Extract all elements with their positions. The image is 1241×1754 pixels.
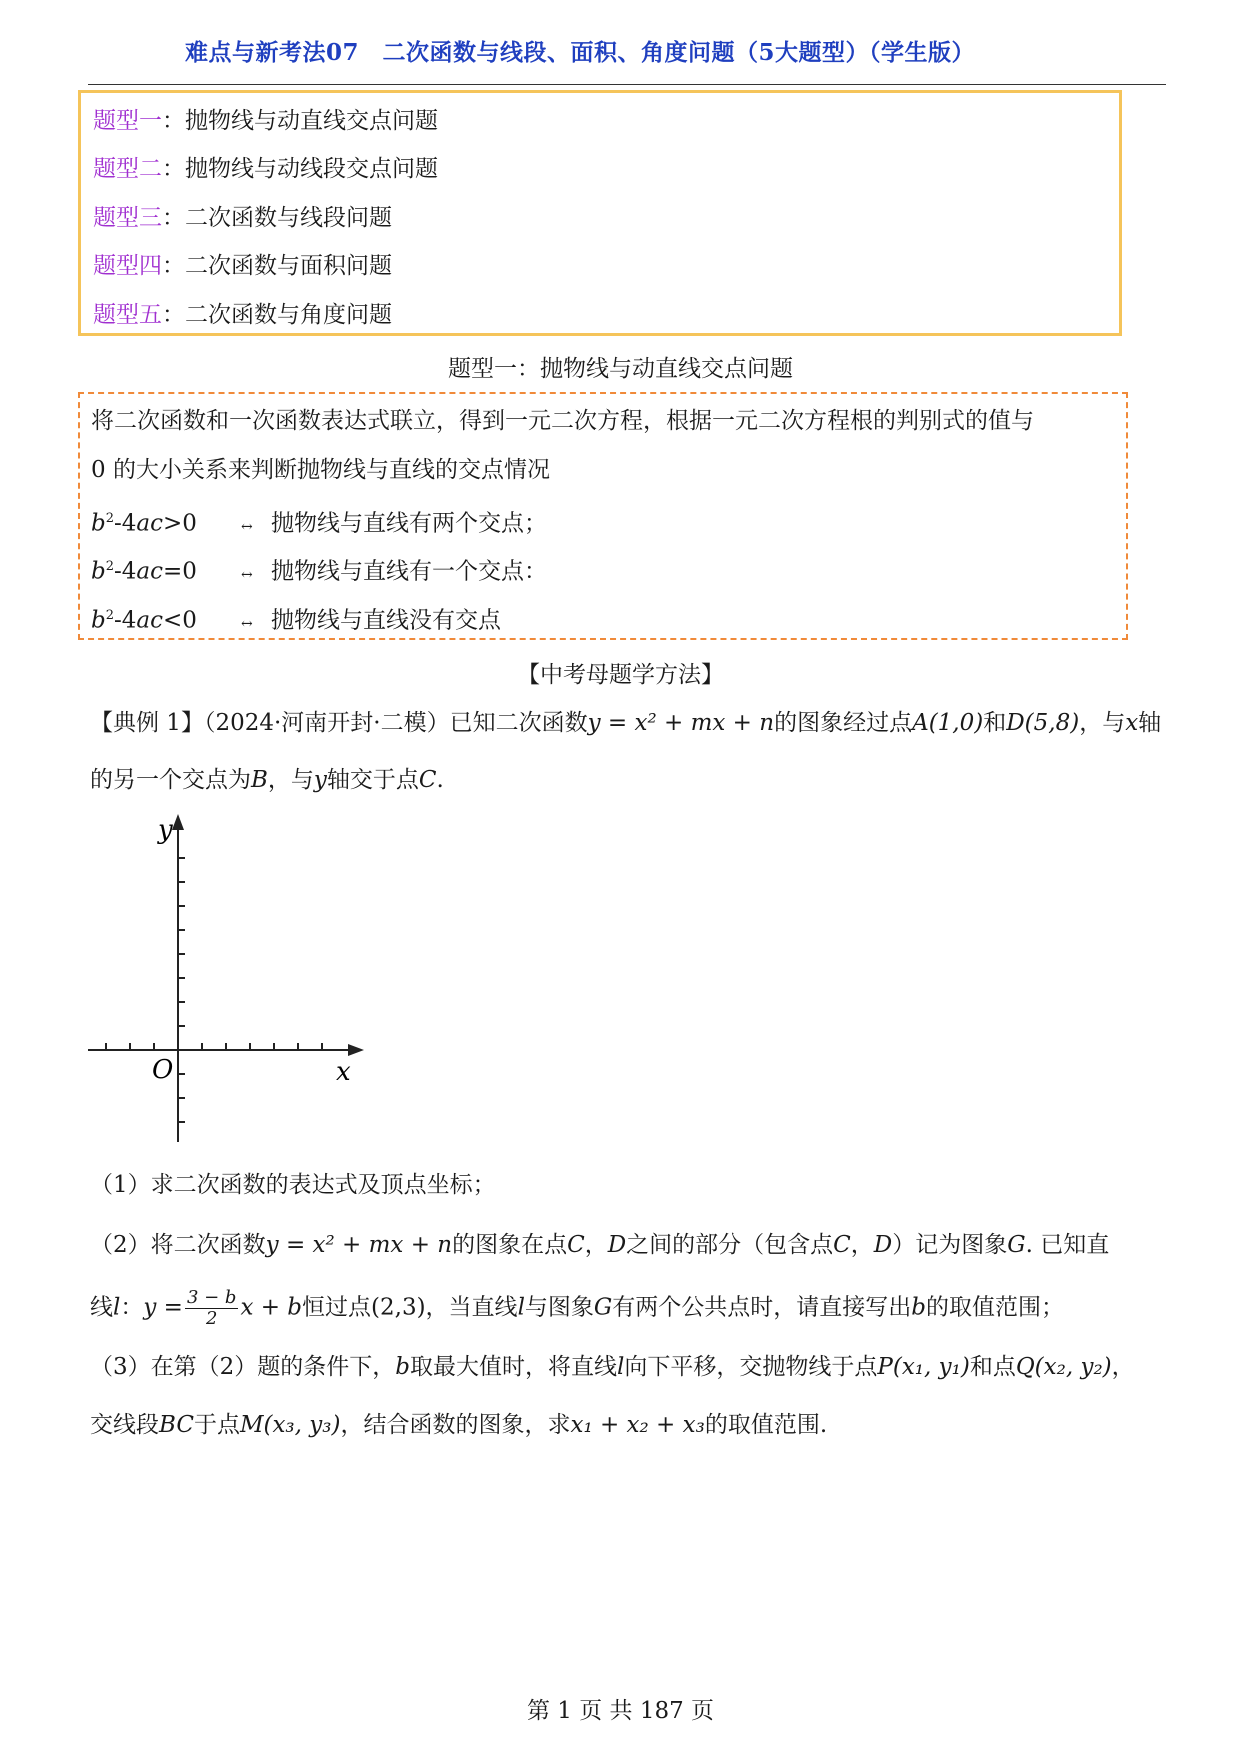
toc-sep: ： xyxy=(162,205,185,231)
iff-arrow-icon: ↔ xyxy=(241,566,253,583)
q-text: 恒过点(2,3)，当直线 xyxy=(302,1294,518,1321)
example-text: ，与 xyxy=(1079,710,1126,736)
toc-item-5 xyxy=(93,300,392,330)
toc-item-1 xyxy=(93,106,438,136)
q-text: 和点 xyxy=(969,1354,1016,1380)
q-text: 的图象在点 xyxy=(452,1232,568,1258)
q-text: 交线段 xyxy=(90,1412,159,1438)
q-text: ， xyxy=(1111,1354,1135,1380)
point-d: D xyxy=(607,1232,627,1258)
q-text: . 已知直 xyxy=(1025,1232,1110,1258)
case-text: 抛物线与直线没有交点 xyxy=(271,607,501,634)
point-d: D(5,8) xyxy=(1006,710,1080,736)
q-text: 的取值范围. xyxy=(704,1412,828,1438)
point-c: C xyxy=(567,1232,585,1258)
y-axis-label: y xyxy=(158,815,173,845)
line-l: l xyxy=(517,1294,525,1321)
question-2-line-1 xyxy=(90,1230,1109,1260)
method-case-3 xyxy=(91,601,501,639)
toc-text: 二次函数与线段问题 xyxy=(185,205,392,231)
q-text: 的取值范围； xyxy=(926,1294,1065,1321)
question-3-line-2 xyxy=(90,1410,827,1440)
page-number: 第 1 页 共 187 页 xyxy=(526,1698,715,1724)
method-heading: 【中考母题学方法】 xyxy=(517,662,724,688)
q-text: 有两个公共点时，请直接写出 xyxy=(612,1294,912,1321)
line-equation-tail: x + b xyxy=(240,1294,303,1321)
function-expression: y = x² + mx + n xyxy=(265,1232,453,1258)
section-title: 题型一：抛物线与动直线交点问题 xyxy=(448,356,793,382)
toc-item-4 xyxy=(93,251,392,281)
minus-four: -4 xyxy=(114,607,137,634)
method-line-2: 0 的大小关系来判断抛物线与直线的交点情况 xyxy=(91,457,550,483)
point-c: C xyxy=(418,767,437,793)
question-2-line-2 xyxy=(90,1288,1064,1329)
origin-label: O xyxy=(152,1055,174,1085)
q-text: ，结合函数的图象，求 xyxy=(340,1412,571,1438)
q-text: ： xyxy=(120,1294,144,1321)
method-case-2 xyxy=(91,552,547,590)
point-m: M(x₃, y₃) xyxy=(239,1412,341,1438)
toc-text: 抛物线与动线段交点问题 xyxy=(185,156,438,182)
segment-bc: BC xyxy=(159,1412,194,1438)
question-1: （1）求二次函数的表达式及顶点坐标； xyxy=(90,1172,496,1198)
toc-box xyxy=(78,90,1122,336)
var-b: b xyxy=(395,1354,411,1380)
toc-sep: ： xyxy=(162,108,185,134)
x-axis-ticks xyxy=(106,1043,322,1050)
q-text: 取最大值时，将直线 xyxy=(410,1354,618,1380)
var-b: b xyxy=(91,510,106,537)
relation: <0 xyxy=(163,607,197,634)
q-text: （2）将二次函数 xyxy=(90,1232,266,1258)
q-text: ， xyxy=(584,1232,608,1258)
toc-text: 二次函数与面积问题 xyxy=(185,253,392,279)
sum-expression: x₁ + x₂ + x₃ xyxy=(570,1412,705,1438)
example-text: 的另一个交点为 xyxy=(90,767,251,793)
toc-item-3 xyxy=(93,203,392,233)
relation: =0 xyxy=(163,558,197,585)
point-d: D xyxy=(873,1232,893,1258)
toc-text: 抛物线与动直线交点问题 xyxy=(185,108,438,134)
fraction-denominator: 2 xyxy=(205,1308,218,1329)
relation: >0 xyxy=(163,510,197,537)
var-ac: ac xyxy=(136,558,164,585)
y-axis-ticks xyxy=(178,858,185,1122)
case-text: 抛物线与直线有一个交点： xyxy=(271,558,547,585)
var-y: y xyxy=(313,767,327,793)
var-ac: ac xyxy=(136,510,164,537)
minus-four: -4 xyxy=(114,558,137,585)
q-text: 线 xyxy=(90,1294,113,1321)
coordinate-figure xyxy=(80,812,380,1162)
toc-key: 题型五 xyxy=(93,302,162,328)
point-c: C xyxy=(833,1232,851,1258)
iff-arrow-icon: ↔ xyxy=(241,615,253,632)
var-b: b xyxy=(91,558,106,585)
var-b: b xyxy=(91,607,106,634)
example-text: ，与 xyxy=(267,767,314,793)
method-case-1 xyxy=(91,504,547,542)
case-text: 抛物线与直线有两个交点； xyxy=(271,510,547,537)
q-text: 向下平移，交抛物线于点 xyxy=(624,1354,878,1380)
q-text: （3）在第（2）题的条件下， xyxy=(90,1354,396,1380)
method-line-1: 将二次函数和一次函数表达式联立，得到一元二次方程，根据一元二次方程根的判别式的值与 xyxy=(91,408,1034,434)
example-line-2 xyxy=(90,765,444,795)
example-text: 轴交于点 xyxy=(326,767,419,793)
example-text: 轴 xyxy=(1138,710,1162,736)
example-text: . xyxy=(436,767,444,793)
toc-key: 题型二 xyxy=(93,156,162,182)
var-x: x xyxy=(1125,710,1139,736)
toc-key: 题型三 xyxy=(93,205,162,231)
exponent: 2 xyxy=(105,608,115,623)
exponent: 2 xyxy=(105,559,115,574)
toc-item-2 xyxy=(93,154,438,184)
point-b: B xyxy=(251,767,268,793)
q-text: ）记为图象 xyxy=(892,1232,1008,1258)
question-3-line-1 xyxy=(90,1352,1135,1382)
toc-key: 题型一 xyxy=(93,108,162,134)
x-axis-label: x xyxy=(336,1057,351,1087)
line-l: l xyxy=(113,1294,121,1321)
q-text: ， xyxy=(850,1232,874,1258)
toc-sep: ： xyxy=(162,156,185,182)
function-expression: y = x² + mx + n xyxy=(587,710,775,736)
header-rule xyxy=(88,84,1166,85)
toc-sep: ： xyxy=(162,302,185,328)
example-text: 和 xyxy=(983,710,1007,736)
method-box xyxy=(78,392,1128,640)
line-l: l xyxy=(617,1354,625,1380)
page-title: 难点与新考法07 二次函数与线段、面积、角度问题（5大题型）（学生版） xyxy=(184,39,975,66)
toc-sep: ： xyxy=(162,253,185,279)
fraction-numerator: 3 − b xyxy=(186,1287,237,1308)
q-text: 于点 xyxy=(193,1412,240,1438)
example-line-1 xyxy=(90,708,1161,738)
graph-g: G xyxy=(593,1294,613,1321)
iff-arrow-icon: ↔ xyxy=(241,518,253,535)
exponent: 2 xyxy=(105,511,115,526)
var-b: b xyxy=(911,1294,927,1321)
fraction xyxy=(185,1288,239,1329)
toc-key: 题型四 xyxy=(93,253,162,279)
example-lead: 【典例 1】（2024·河南开封·二模）已知二次函数 xyxy=(90,710,588,736)
graph-g: G xyxy=(1007,1232,1026,1258)
minus-four: -4 xyxy=(114,510,137,537)
point-a: A(1,0) xyxy=(912,710,984,736)
line-equation-lhs: y = xyxy=(143,1294,183,1321)
var-ac: ac xyxy=(136,607,164,634)
q-text: 与图象 xyxy=(524,1294,594,1321)
toc-text: 二次函数与角度问题 xyxy=(185,302,392,328)
example-text: 的图象经过点 xyxy=(774,710,913,736)
point-q: Q(x₂, y₂) xyxy=(1015,1354,1112,1380)
q-text: 之间的部分（包含点 xyxy=(626,1232,834,1258)
point-p: P(x₁, y₁) xyxy=(877,1354,970,1380)
